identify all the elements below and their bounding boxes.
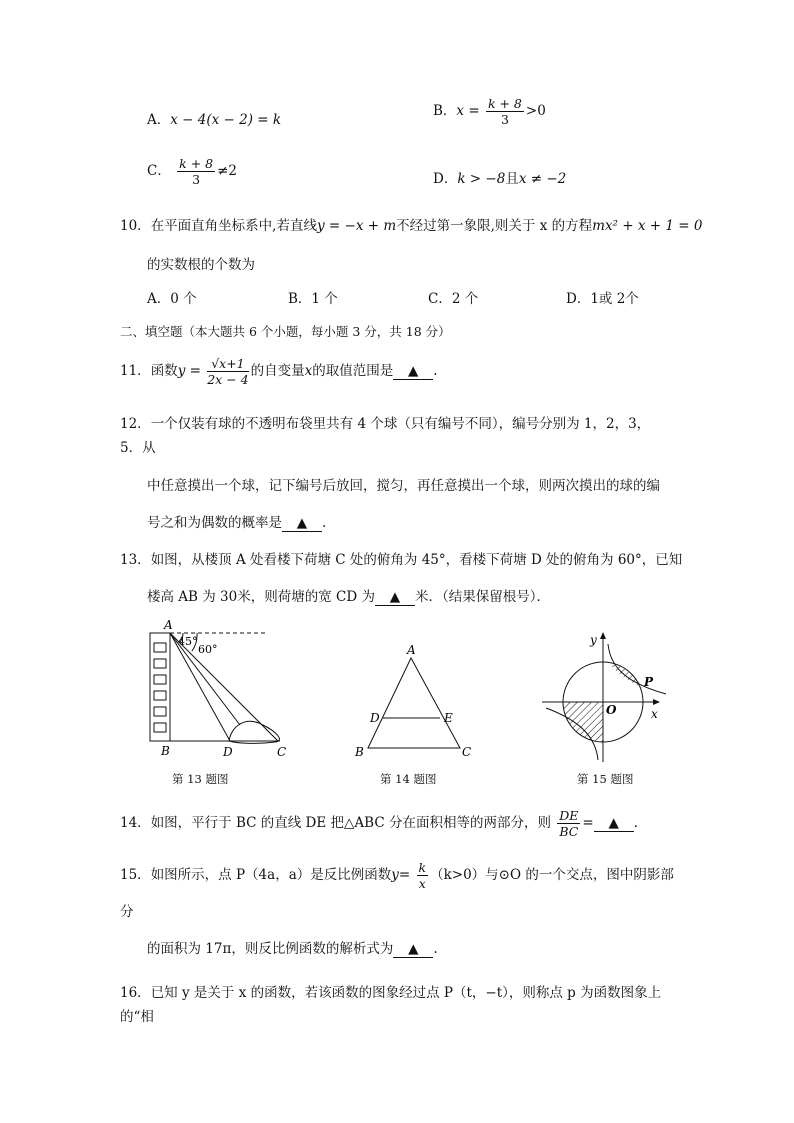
q13-answer-blank: ▲: [375, 589, 415, 606]
q9-option-c: C． $\frac{k + 8}{3}$ ≠2: [147, 156, 237, 187]
fig13-angle-60: 60°: [198, 643, 218, 656]
fig15-label-p: P: [644, 675, 654, 689]
q9-option-d: D．k > −8且x ≠ −2: [433, 171, 567, 187]
q14: 14．如图，平行于 BC 的直线 DE 把△ABC 分在面积相等的两部分，则 $\frac{DE}{BC}$ = ▲ .: [120, 808, 639, 839]
figure-15: [538, 628, 668, 766]
figure-13: [145, 615, 300, 765]
fig14-label-a: A: [407, 643, 416, 657]
q9-c-fraction: $\frac{k + 8}{3}$: [179, 156, 214, 187]
fig14-label-d: D: [370, 711, 380, 725]
q10-option-b: B．1 个: [288, 291, 338, 307]
q16-line1: 16．已知 y 是关于 x 的函数，若该函数的图象经过点 P（t，−t），则称点 p 为函数图象上: [120, 985, 662, 1001]
fig14-label-b: B: [355, 745, 364, 759]
q13-line1: 13．如图，从楼顶 A 处看楼下荷塘 C 处的俯角为 45°，看楼下荷塘 D 处的俯角为 60°，已知: [120, 552, 683, 568]
figure-14: [348, 640, 478, 765]
fig13-label-b: B: [161, 744, 170, 758]
q9-option-a: A．x − 4(x − 2) = k: [147, 112, 282, 128]
q10-stem-line2: 的实数根的个数为: [147, 257, 255, 273]
q10-option-a: A．0 个: [147, 291, 197, 307]
q9-option-b: B．x = $\frac{k + 8}{3}$ >0: [433, 96, 546, 127]
fig13-label-d: D: [223, 745, 233, 759]
fig14-label-e: E: [444, 711, 453, 725]
fig13-label-c: C: [277, 745, 287, 759]
figure-15-caption: 第 15 题图: [577, 772, 634, 786]
q12-line1b: 5．从: [120, 440, 156, 456]
q15-line1: 15．如图所示，点 P（4a，a）是反比例函数y= $\frac{k}{x}$ （k>0）与⊙O 的一个交点，图中阴影部: [120, 860, 674, 891]
q12-line2: 中任意摸出一个球，记下编号后放回，搅匀，再任意摸出一个球，则两次摸出的球的编: [147, 478, 660, 494]
q12-line1: 12．一个仅装有球的不透明布袋里共有 4 个球（只有编号不同），编号分别为 1，2，3，: [120, 416, 651, 432]
q12-answer-blank: ▲: [282, 515, 322, 532]
figure-13-caption: 第 13 题图: [172, 772, 229, 786]
q15-line2: 的面积为 17π，则反比例函数的解析式为 ▲ .: [147, 941, 438, 957]
fig15-label-x: x: [651, 707, 658, 721]
q11-answer-blank: ▲: [393, 363, 433, 380]
q14-fraction: $\frac{DE}{BC}$: [559, 808, 579, 839]
fig14-label-c: C: [462, 745, 472, 759]
q14-answer-blank: ▲: [594, 815, 634, 832]
q15-fraction: $\frac{k}{x}$: [418, 860, 427, 891]
figure-14-caption: 第 14 题图: [380, 772, 437, 786]
q11-fraction: $\frac{√x+1}{2x - 4}$: [207, 356, 249, 387]
q10-option-c: C．2 个: [428, 291, 479, 307]
q12-line3: 号之和为偶数的概率是 ▲ .: [147, 515, 327, 531]
q13-line2: 楼高 AB 为 30米，则荷塘的宽 CD 为 ▲ 米．（结果保留根号）．: [147, 589, 550, 605]
fig13-angle-45: 45°: [178, 635, 198, 648]
fig15-label-o: O: [606, 703, 617, 717]
q10-stem: 10．在平面直角坐标系中,若直线y = −x + m不经过第一象限,则关于 x 的方程mx² + x + 1 = 0: [120, 218, 703, 234]
q10-option-d: D．1或 2个: [566, 291, 639, 307]
fig15-label-y: y: [590, 633, 597, 647]
fig13-label-a: A: [164, 618, 173, 632]
q11: 11．函数y = $\frac{√x+1}{2x - 4}$ 的自变量x的取值范围是 ▲ .: [120, 356, 438, 387]
q16-line1b: 的“相: [120, 1009, 154, 1025]
q15-line1b: 分: [120, 904, 134, 920]
q9-b-fraction: $\frac{k + 8}{3}$: [487, 96, 522, 127]
section-heading: 二、填空题（本大题共 6 个小题，每小题 3 分，共 18 分）: [120, 324, 451, 339]
q15-answer-blank: ▲: [393, 941, 433, 958]
